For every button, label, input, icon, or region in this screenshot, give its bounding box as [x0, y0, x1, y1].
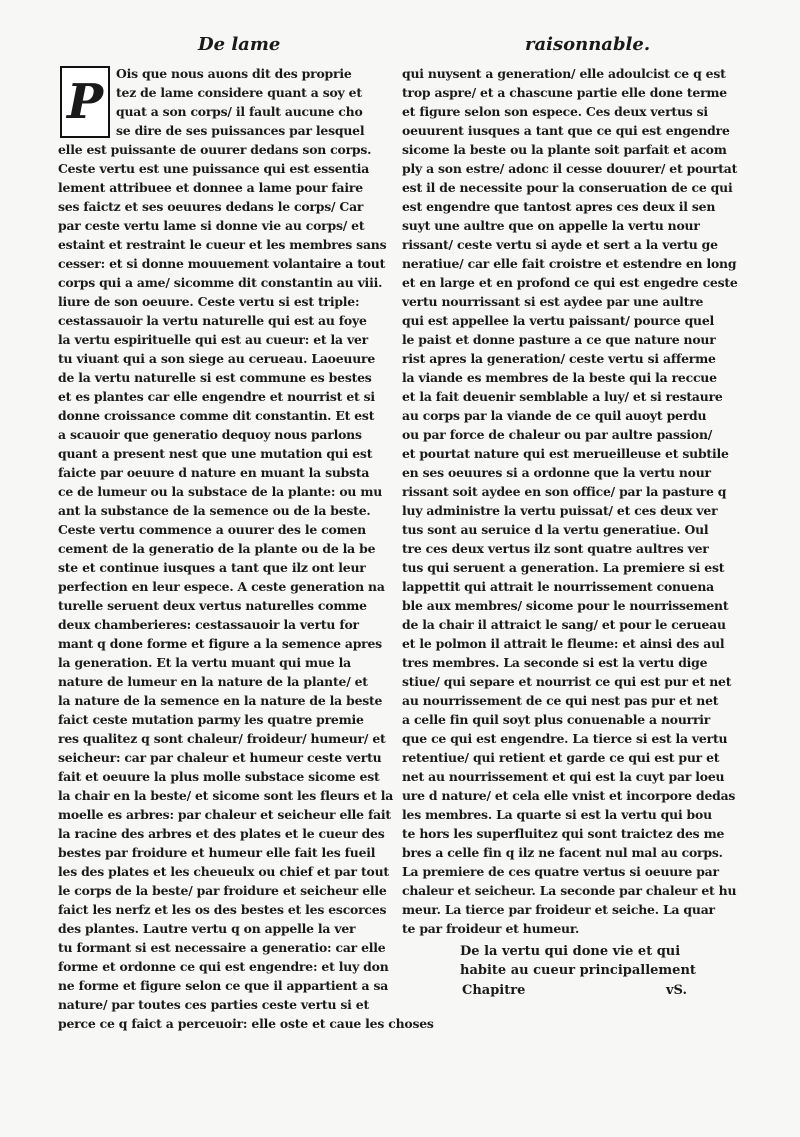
text-line: cestassauoir la vertu naturelle qui est au foye	[58, 313, 367, 328]
text-line: se dire de ses puissances par lesquel	[116, 123, 365, 138]
text-line: seicheur: car par chaleur et humeur ceste vertu	[58, 750, 382, 765]
text-line: et le polmon il attrait le fleume: et ainsi des aul	[402, 636, 725, 651]
text-line: la nature de la semence en la nature de la beste	[58, 693, 383, 708]
text-line: retentiue/ qui retient et garde ce qui est pur et	[402, 750, 720, 765]
text-line: et es plantes car elle engendre et nourrist et si	[58, 389, 375, 404]
text-line: faicte par oeuure d nature en muant la substa	[58, 465, 370, 480]
text-line: la vertu espirituelle qui est au cueur: et la ver	[58, 332, 368, 347]
text-line: la generation. Et la vertu muant qui mue la	[58, 655, 351, 670]
drop-cap-initial: P	[60, 66, 110, 138]
chapter-heading-line: De la vertu qui done vie et qui	[460, 944, 681, 959]
text-line: liure de son oeuure. Ceste vertu si est triple:	[58, 294, 360, 309]
text-line: ou par force de chaleur ou par aultre passion/	[402, 427, 713, 442]
text-line: et en large et en profond ce qui est engedre ceste	[402, 275, 738, 290]
text-line: faict les nerfz et les os des bestes et les escorces	[58, 902, 387, 917]
text-line: suyt une aultre que on appelle la vertu nour	[402, 218, 700, 233]
text-line: La premiere de ces quatre vertus si oeuure par	[402, 864, 719, 879]
text-line: Ceste vertu est une puissance qui est essentia	[58, 161, 370, 176]
text-line: de la vertu naturelle si est commune es bestes	[58, 370, 372, 385]
text-line: mant q done forme et figure a la semence apres	[58, 636, 382, 651]
text-line: est il de necessite pour la conseruation de ce qui	[402, 180, 733, 195]
left-column	[58, 64, 434, 1033]
text-line: nature de lumeur en la nature de la plante/ et	[58, 674, 368, 689]
text-line: tu viuant qui a son siege au cerueau. Laoeuure	[58, 351, 376, 366]
chapter-heading-line: habite au cueur principallement	[460, 963, 696, 978]
text-line: le paist et donne pasture a ce que nature nour	[402, 332, 716, 347]
text-line: tus qui seruent a generation. La premiere si est	[402, 560, 725, 575]
text-line: ply a son estre/ adonc il cesse douurer/ et pourtat	[402, 161, 738, 176]
chapter-label-row	[462, 983, 687, 998]
text-line: cement de la generatio de la plante ou de la be	[58, 541, 376, 556]
text-line: les des plates et les cheueulx ou chief et par tout	[58, 864, 389, 879]
text-line: ste et continue iusques a tant que ilz ont leur	[58, 560, 366, 575]
text-line: vertu nourrissant si est aydee par une aultre	[402, 294, 704, 309]
text-line: Ceste vertu commence a ouurer des le comen	[58, 522, 366, 537]
text-line: qui est appellee la vertu paissant/ pource quel	[402, 313, 715, 328]
text-line: luy administre la vertu puissat/ et ces deux ver	[402, 503, 718, 518]
text-line: et la fait deuenir semblable a luy/ et si restaure	[402, 389, 723, 404]
text-line: res qualitez q sont chaleur/ froideur/ humeur/ et	[58, 731, 386, 746]
text-line: ses faictz et ses oeuures dedans le corps/ Car	[58, 199, 364, 214]
text-line: le corps de la beste/ par froidure et seicheur elle	[58, 883, 387, 898]
right-column-body	[402, 64, 747, 938]
text-line: ce de lumeur ou la substace de la plante: ou mu	[58, 484, 383, 499]
text-line: corps qui a ame/ sicomme dit constantin au viii.	[58, 275, 383, 290]
text-line: qui nuysent a generation/ elle adoulcist ce q est	[402, 66, 726, 81]
text-line: tus sont au seruice d la vertu generatiue. Oul	[402, 522, 709, 537]
text-line: te hors les superfluitez qui sont traictez des me	[402, 826, 725, 841]
text-line: fait et oeuure la plus molle substace sicome est	[58, 769, 380, 784]
text-line: tez de lame considere quant a soy et	[116, 85, 362, 100]
text-line: en ses oeuures si a ordonne que la vertu nour	[402, 465, 711, 480]
right-column	[402, 64, 747, 938]
text-line: la chair en la beste/ et sicome sont les fleurs et la	[58, 788, 394, 803]
text-line: estaint et restraint le cueur et les membres sans	[58, 237, 387, 252]
text-line: a scauoir que generatio dequoy nous parlons	[58, 427, 362, 442]
text-line: ble aux membres/ sicome pour le nourrissement	[402, 598, 729, 613]
text-line: neratiue/ car elle fait croistre et estendre en long	[402, 256, 737, 271]
text-line: les membres. La quarte si est la vertu qui bou	[402, 807, 712, 822]
text-line: la viande es membres de la beste qui la reccue	[402, 370, 717, 385]
running-header-right: raisonnable.	[525, 34, 651, 55]
text-line: chaleur et seicheur. La seconde par chaleur et hu	[402, 883, 737, 898]
text-line: rissant soit aydee en son office/ par la pasture q	[402, 484, 727, 499]
text-line: te par froideur et humeur.	[402, 921, 580, 936]
text-line: par ceste vertu lame si donne vie au corps/ et	[58, 218, 365, 233]
chapter-number: vS.	[665, 983, 687, 998]
text-line: perce ce q faict a perceuoir: elle oste et caue les choses	[58, 1016, 434, 1031]
text-line: lement attribuee et donnee a lame pour faire	[58, 180, 363, 195]
text-line: tre ces deux vertus ilz sont quatre aultres ver	[402, 541, 709, 556]
text-line: que ce qui est engendre. La tierce si est la vertu	[402, 731, 728, 746]
text-line: meur. La tierce par froideur et seiche. La quar	[402, 902, 715, 917]
text-line: faict ceste mutation parmy les quatre premie	[58, 712, 364, 727]
text-line: stiue/ qui separe et nourrist ce qui est pur et net	[402, 674, 732, 689]
text-line: ne forme et figure selon ce que il appartient a sa	[58, 978, 389, 993]
text-line: Ois que nous auons dit des proprie	[116, 66, 352, 81]
text-line: net au nourrissement et qui est la cuyt par loeu	[402, 769, 725, 784]
text-line: bestes par froidure et humeur elle fait les fueil	[58, 845, 376, 860]
text-line: des plantes. Lautre vertu q on appelle la ver	[58, 921, 356, 936]
text-line: trop aspre/ et a chascune partie elle done terme	[402, 85, 727, 100]
text-line: perfection en leur espece. A ceste generation na	[58, 579, 385, 594]
text-line: et figure selon son espece. Ces deux vertus si	[402, 104, 708, 119]
text-line: turelle seruent deux vertus naturelles comme	[58, 598, 367, 613]
text-line: au nourrissement de ce qui nest pas pur et net	[402, 693, 719, 708]
text-line: cesser: et si donne mouuement volantaire a tout	[58, 256, 386, 271]
text-line: rist apres la generation/ ceste vertu si afferme	[402, 351, 716, 366]
text-line: donne croissance comme dit constantin. Et est	[58, 408, 375, 423]
text-line: est engendre que tantost apres ces deux il sen	[402, 199, 716, 214]
text-line: forme et ordonne ce qui est engendre: et luy don	[58, 959, 389, 974]
text-line: deux chamberieres: cestassauoir la vertu for	[58, 617, 359, 632]
text-line: de la chair il attraict le sang/ et pour le cerueau	[402, 617, 726, 632]
text-line: au corps par la viande de ce quil auoyt perdu	[402, 408, 707, 423]
chapter-heading	[460, 942, 750, 980]
text-line: tu formant si est necessaire a generatio: car elle	[58, 940, 386, 955]
text-line: elle est puissante de ouurer dedans son corps.	[58, 142, 372, 157]
text-line: bres a celle fin q ilz ne facent nul mal au corps.	[402, 845, 723, 860]
left-column-body	[58, 140, 434, 1033]
text-line: la racine des arbres et des plates et le cueur des	[58, 826, 385, 841]
text-line: rissant/ ceste vertu si ayde et sert a la vertu ge	[402, 237, 718, 252]
text-line: tres membres. La seconde si est la vertu dige	[402, 655, 708, 670]
text-line: oeuurent iusques a tant que ce qui est engendre	[402, 123, 730, 138]
text-line: ure d nature/ et cela elle vnist et incorpore dedas	[402, 788, 736, 803]
text-line: moelle es arbres: par chaleur et seicheur elle fait	[58, 807, 391, 822]
text-line: quant a present nest que une mutation qui est	[58, 446, 373, 461]
text-line: a celle fin quil soyt plus conuenable a nourrir	[402, 712, 711, 727]
text-line: ant la substance de la semence ou de la beste.	[58, 503, 371, 518]
text-line: quat a son corps/ il fault aucune cho	[116, 104, 363, 119]
text-line: nature/ par toutes ces parties ceste vertu si et	[58, 997, 369, 1012]
chapter-label: Chapitre	[462, 983, 526, 998]
text-line: lappettit qui attrait le nourrissement conuena	[402, 579, 714, 594]
running-header-left: De lame	[198, 34, 281, 55]
text-line: sicome la beste ou la plante soit parfait et acom	[402, 142, 727, 157]
text-line: et pourtat nature qui est merueilleuse et subtile	[402, 446, 729, 461]
